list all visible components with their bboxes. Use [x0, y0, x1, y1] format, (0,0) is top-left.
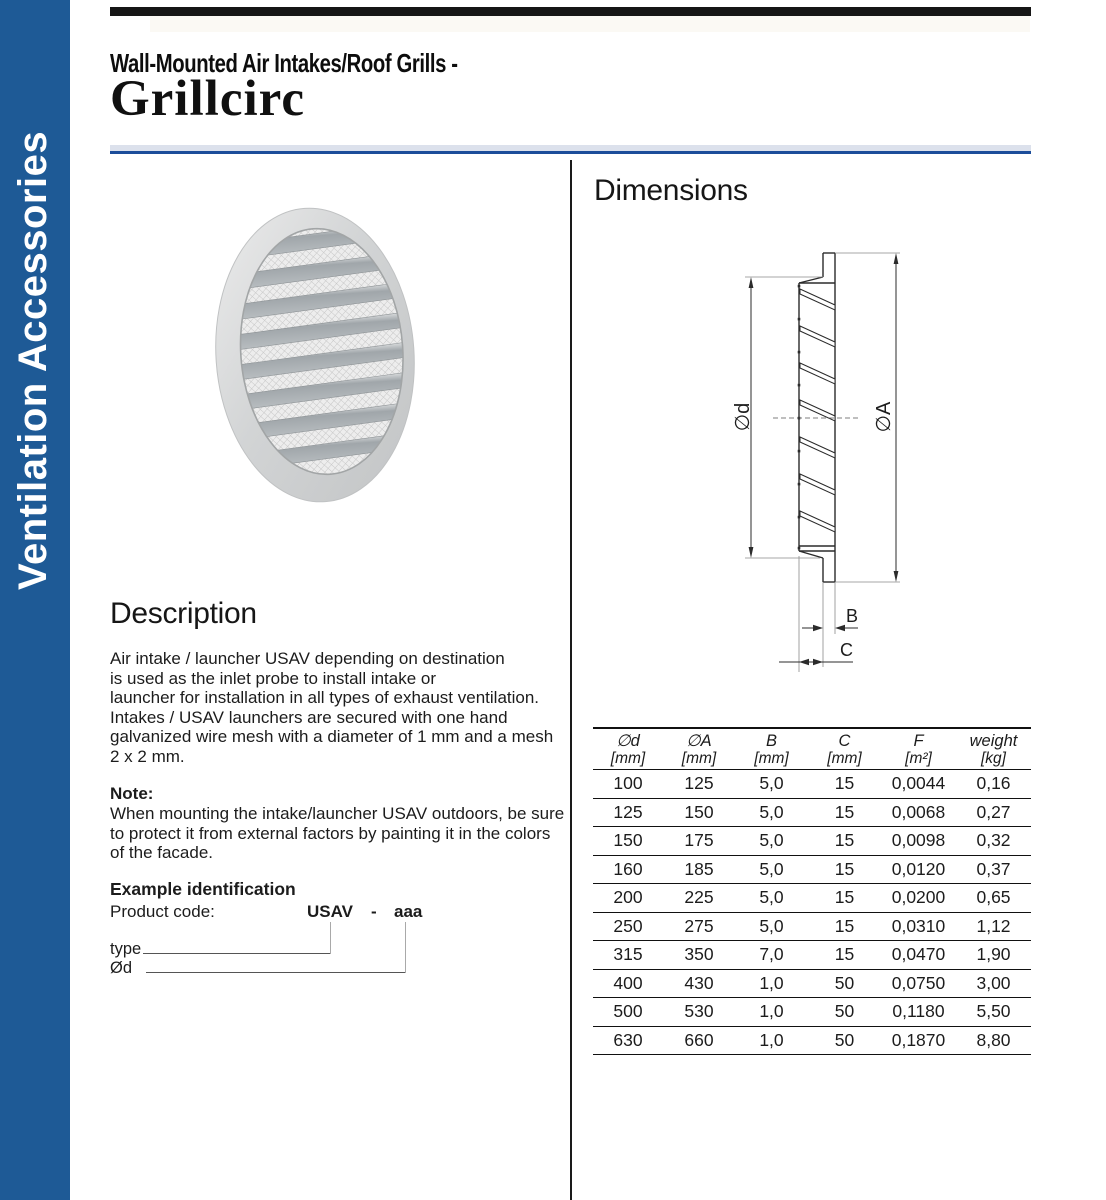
- dim-inner-diameter: [732, 277, 754, 558]
- table-cell: 530: [663, 998, 735, 1027]
- table-cell: 5,0: [735, 912, 808, 941]
- table-cell: 50: [808, 969, 881, 998]
- table-cell: 1,90: [956, 941, 1031, 970]
- product-photo: [200, 200, 430, 510]
- text-line: of the facade.: [110, 843, 214, 862]
- table-cell: 1,0: [735, 969, 808, 998]
- product-code-type: USAV: [307, 902, 353, 921]
- column-header: [956, 728, 1031, 770]
- product-code-label: Product code:: [110, 902, 215, 921]
- table-cell: 150: [663, 798, 735, 827]
- table-cell: 50: [808, 1026, 881, 1055]
- table-cell: 250: [593, 912, 663, 941]
- callout-line-diameter: [146, 972, 405, 973]
- example-identification-heading: Example identification: [110, 879, 296, 899]
- table-cell: 15: [808, 855, 881, 884]
- outer-diameter-label: ∅A: [873, 401, 895, 433]
- column-header: [593, 728, 663, 770]
- table-cell: 15: [808, 941, 881, 970]
- table-row: [593, 998, 1031, 1027]
- text-line: Air intake / launcher USAV depending on destination: [110, 649, 505, 668]
- dimensions-heading: Dimensions: [594, 174, 748, 207]
- table-cell: 400: [593, 969, 663, 998]
- table-cell: 175: [663, 827, 735, 856]
- table-cell: 150: [593, 827, 663, 856]
- description-paragraph: [110, 649, 580, 766]
- top-edge-bar: [110, 7, 1031, 16]
- louver-slats: [800, 289, 835, 532]
- text-line: When mounting the intake/launcher USAV outdoors, be sure: [110, 804, 565, 823]
- dimension-table-wrap: [593, 727, 1031, 1055]
- callout-line-type-vertical: [330, 922, 331, 954]
- product-family-heading: Wall-Mounted Air Intakes/Roof Grills -: [110, 48, 458, 78]
- callout-type-label: type: [110, 940, 142, 958]
- table-cell: 0,0200: [881, 884, 956, 913]
- table-cell: 15: [808, 884, 881, 913]
- table-row: [593, 855, 1031, 884]
- product-code-separator: -: [371, 902, 377, 921]
- dim-c: [779, 640, 853, 665]
- table-cell: 430: [663, 969, 735, 998]
- column-unit: [kg]: [981, 750, 1006, 767]
- column-unit: [mm]: [610, 750, 646, 767]
- table-cell: 0,0068: [881, 798, 956, 827]
- table-cell: 660: [663, 1026, 735, 1055]
- table-cell: 0,0470: [881, 941, 956, 970]
- table-row: [593, 941, 1031, 970]
- column-symbol: C: [838, 732, 851, 750]
- extension-lines: [745, 253, 900, 672]
- column-symbol: ∅d: [616, 732, 640, 750]
- column-symbol: B: [765, 732, 777, 750]
- callout-line-diameter-vertical: [405, 922, 406, 973]
- column-header: [735, 728, 808, 770]
- table-row: [593, 884, 1031, 913]
- table-cell: 0,37: [956, 855, 1031, 884]
- top-edge-band: [150, 16, 1030, 32]
- dimension-table-header: [593, 728, 1031, 770]
- column-unit: [m²]: [905, 750, 932, 767]
- table-cell: 160: [593, 855, 663, 884]
- table-cell: 50: [808, 998, 881, 1027]
- table-cell: 0,1870: [881, 1026, 956, 1055]
- column-header: [663, 728, 735, 770]
- note-paragraph: [110, 804, 580, 863]
- table-cell: 350: [663, 941, 735, 970]
- dim-outer-diameter: [873, 253, 898, 582]
- header-rule-line: [110, 151, 1031, 154]
- c-label: C: [840, 640, 853, 660]
- text-line: launcher for installation in all types of exhaust ventilation.: [110, 688, 540, 707]
- table-cell: 0,0120: [881, 855, 956, 884]
- callout-diameter-label: Ød: [110, 959, 133, 977]
- column-unit: [mm]: [754, 750, 789, 767]
- table-cell: 0,1180: [881, 998, 956, 1027]
- table-row: [593, 912, 1031, 941]
- table-cell: 1,0: [735, 1026, 808, 1055]
- note-label: Note:: [110, 784, 154, 803]
- table-cell: 0,65: [956, 884, 1031, 913]
- table-cell: 185: [663, 855, 735, 884]
- column-header: [808, 728, 881, 770]
- text-line: is used as the inlet probe to install intake or: [110, 668, 437, 688]
- column-unit: [mm]: [827, 750, 862, 767]
- product-title: Grillcirc: [110, 71, 305, 127]
- text-line: to protect it from external factors by painting it in the colors: [110, 823, 551, 843]
- table-cell: 100: [593, 770, 663, 799]
- dim-b: [802, 606, 858, 631]
- description-heading: Description: [110, 597, 257, 630]
- table-cell: 125: [593, 798, 663, 827]
- table-cell: 8,80: [956, 1026, 1031, 1055]
- table-cell: 0,16: [956, 770, 1031, 799]
- table-cell: 0,0750: [881, 969, 956, 998]
- table-cell: 15: [808, 770, 881, 799]
- text-line: galvanized wire mesh with a diameter of 1 mm and a mesh: [110, 727, 554, 746]
- table-cell: 1,0: [735, 998, 808, 1027]
- table-cell: 5,50: [956, 998, 1031, 1027]
- table-cell: 275: [663, 912, 735, 941]
- table-cell: 5,0: [735, 855, 808, 884]
- table-cell: 15: [808, 827, 881, 856]
- table-row: [593, 770, 1031, 799]
- table-cell: 225: [663, 884, 735, 913]
- table-cell: 0,32: [956, 827, 1031, 856]
- column-symbol: ∅A: [686, 732, 712, 750]
- text-line: 2 x 2 mm.: [110, 746, 185, 766]
- table-cell: 7,0: [735, 941, 808, 970]
- table-cell: 0,0310: [881, 912, 956, 941]
- column-header: [881, 728, 956, 770]
- table-cell: 5,0: [735, 827, 808, 856]
- b-label: B: [846, 606, 859, 626]
- table-cell: 125: [663, 770, 735, 799]
- column-symbol: weight: [969, 732, 1018, 750]
- table-cell: 200: [593, 884, 663, 913]
- text-line: Intakes / USAV launchers are secured with one hand: [110, 707, 508, 727]
- table-cell: 0,0098: [881, 827, 956, 856]
- table-cell: 5,0: [735, 798, 808, 827]
- table-cell: 500: [593, 998, 663, 1027]
- table-row: [593, 969, 1031, 998]
- table-cell: 630: [593, 1026, 663, 1055]
- dimension-table: [593, 727, 1031, 1055]
- column-unit: [mm]: [681, 750, 717, 767]
- dimension-diagram: [700, 245, 930, 685]
- table-cell: 0,0044: [881, 770, 956, 799]
- table-cell: 5,0: [735, 770, 808, 799]
- table-cell: 0,27: [956, 798, 1031, 827]
- table-cell: 3,00: [956, 969, 1031, 998]
- table-cell: 5,0: [735, 884, 808, 913]
- product-code-row: [110, 902, 570, 922]
- table-cell: 1,12: [956, 912, 1031, 941]
- category-sidebar-label: Ventilation Accessories: [11, 130, 55, 590]
- table-cell: 15: [808, 798, 881, 827]
- column-symbol: F: [913, 732, 924, 750]
- grille-image: [206, 201, 425, 508]
- callout-line-type: [143, 953, 330, 954]
- table-cell: 315: [593, 941, 663, 970]
- table-row: [593, 1026, 1031, 1055]
- table-row: [593, 798, 1031, 827]
- inner-diameter-label: ∅d: [732, 402, 754, 432]
- product-code-size: aaa: [394, 902, 423, 921]
- table-row: [593, 827, 1031, 856]
- table-cell: 15: [808, 912, 881, 941]
